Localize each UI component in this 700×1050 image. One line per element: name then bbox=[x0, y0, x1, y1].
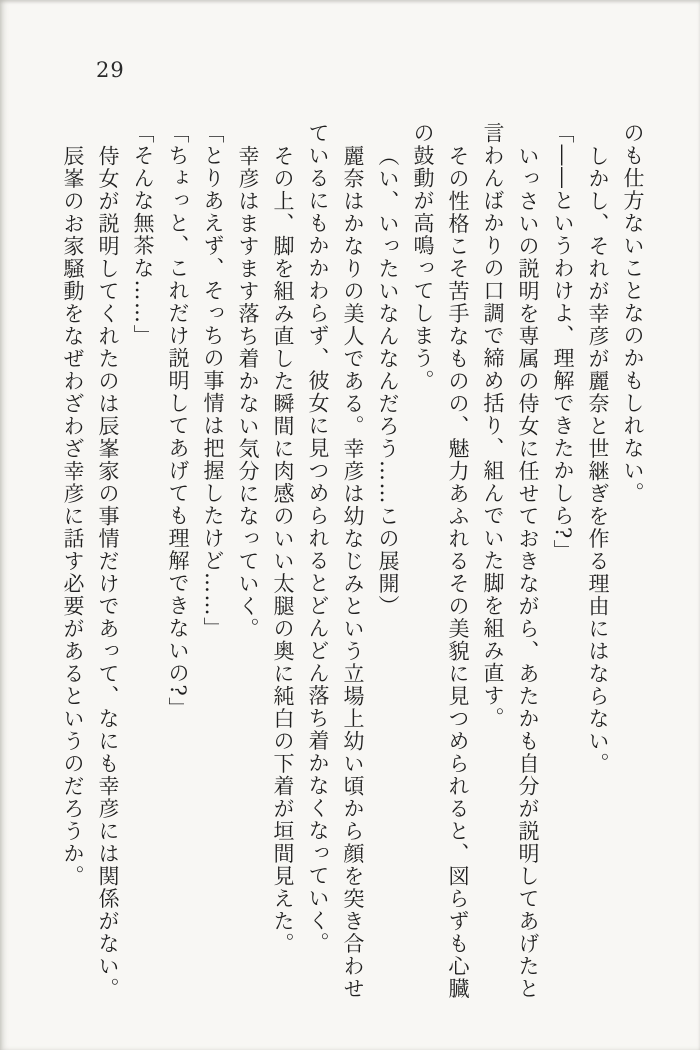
paragraph-6-inner-thought: （い、いったいなんなんだろう……この展開） bbox=[376, 144, 400, 617]
paragraph-13: 侍女が説明してくれたのは辰峯家の事情だけであって、なにも幸彦には関係がない。 bbox=[96, 144, 120, 1000]
paragraph-14: 辰峯のお家騒動をなぜわざわざ幸彦に話す必要があるというのだろうか。 bbox=[61, 144, 85, 887]
paragraph-12-dialogue: 「そんな無茶な……」 bbox=[131, 122, 155, 347]
paragraph-11-dialogue: 「ちょっと、これだけ説明してあげても理解できないの?」 bbox=[166, 122, 190, 720]
paragraph-10-dialogue: 「とりあえず、そっちの事情は把握したけど……」 bbox=[201, 122, 225, 640]
body-text bbox=[55, 122, 650, 1002]
paragraph-5: その性格こそ苦手なものの、魅力あふれるその美貌に見つめられると、図らずも心臓の鼓動が高鳴ってしまう。 bbox=[411, 122, 470, 1000]
paragraph-4: いっさいの説明を専属の侍女に任せておきながら、あたかも自分が説明してあげたと言わんばかりの口調で締め括り、組んでいた脚を組み直す。 bbox=[481, 122, 540, 1000]
paragraph-9: 幸彦はますます落ち着かない気分になっていく。 bbox=[236, 144, 260, 640]
page-number: 29 bbox=[96, 58, 125, 82]
paragraph-7: 麗奈はかなりの美人である。幸彦は幼なじみという立場上幼い頃から顔を突き合わせているにもかかわらず、彼女に見つめられるとどんどん落ち着かなくなっていく。 bbox=[306, 122, 365, 1000]
paragraph-2: しかし、それが幸彦が麗奈と世継ぎを作る理由にはならない。 bbox=[586, 144, 610, 775]
paragraph-1: のも仕方ないことなのかもしれない。 bbox=[621, 122, 645, 505]
paragraph-8: その上、脚を組み直した瞬間に肉感のいい太腿の奥に純白の下着が垣間見えた。 bbox=[271, 144, 295, 955]
paragraph-3-dialogue: 「――というわけよ、理解できたかしら?」 bbox=[551, 122, 575, 563]
